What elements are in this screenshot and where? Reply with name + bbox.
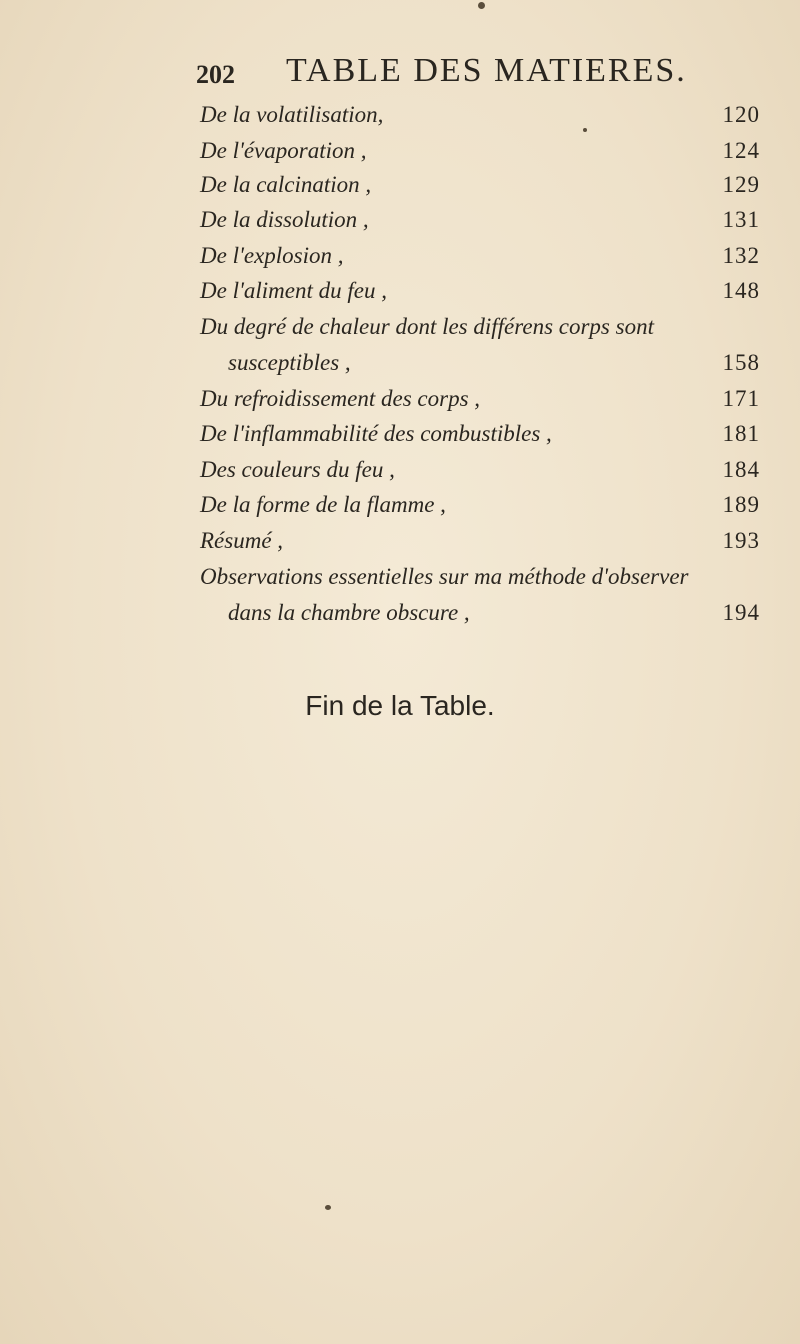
toc-entry-label: Du degré de chaleur dont les différens corps sont [200,314,654,339]
toc-entry-label: Observations essentielles sur ma méthode d'observer [200,564,689,589]
toc-entry-page: 171 [722,386,760,411]
ink-speck [478,2,485,9]
toc-entry-label: De la dissolution , [200,207,369,232]
toc-entry [200,172,760,208]
toc-entry [200,278,760,314]
ink-speck [583,128,587,132]
toc-entry [200,314,760,350]
toc-entry-label: De la calcination , [200,172,372,197]
toc-entry-page: 189 [722,492,760,517]
toc-entry-label: De l'aliment du feu , [200,278,387,303]
toc-entry-label: De l'évaporation , [200,138,367,163]
toc-entry-label: De la forme de la flamme , [200,492,446,517]
toc-entry-page: 193 [722,528,760,553]
toc-entry [200,421,760,457]
toc-entry-page: 120 [722,102,760,127]
toc-entry [200,102,760,138]
toc-entry-continuation [228,350,760,386]
toc-entry-page: 158 [722,350,760,375]
toc-entry-label: De l'explosion , [200,243,344,268]
toc-entry-page: 129 [722,172,760,197]
toc-entry [200,386,760,422]
running-title: TABLE DES MATIERES. [286,52,687,89]
page-number: 202 [196,60,235,89]
ink-speck [325,1205,331,1210]
toc-entry-label: De l'inflammabilité des combustibles , [200,421,552,446]
toc-entry-page: 148 [722,278,760,303]
toc-entry [200,528,760,564]
toc-entry-label: De la volatilisation, [200,102,384,127]
end-of-table-note: Fin de la Table. [305,690,495,721]
toc-entry-continuation [228,600,760,636]
toc-entry [200,564,760,600]
toc-entry-label: Des couleurs du feu , [200,457,395,482]
toc-entry [200,457,760,493]
toc-entry-page: 131 [722,207,760,232]
toc-entry-label: susceptibles , [228,350,351,375]
toc-entry-page: 132 [722,243,760,268]
toc-entry-page: 124 [722,138,760,163]
toc-entry [200,138,760,174]
toc-entry-label: Du refroidissement des corps , [200,386,481,411]
toc-entry [200,492,760,528]
toc-entry-label: Résumé , [200,528,284,553]
toc-entry-page: 194 [722,600,760,625]
toc-entry-label: dans la chambre obscure , [228,600,470,625]
toc-entry-page: 184 [722,457,760,482]
toc-entry [200,243,760,279]
toc-entry [200,207,760,243]
toc-entry-page: 181 [722,421,760,446]
